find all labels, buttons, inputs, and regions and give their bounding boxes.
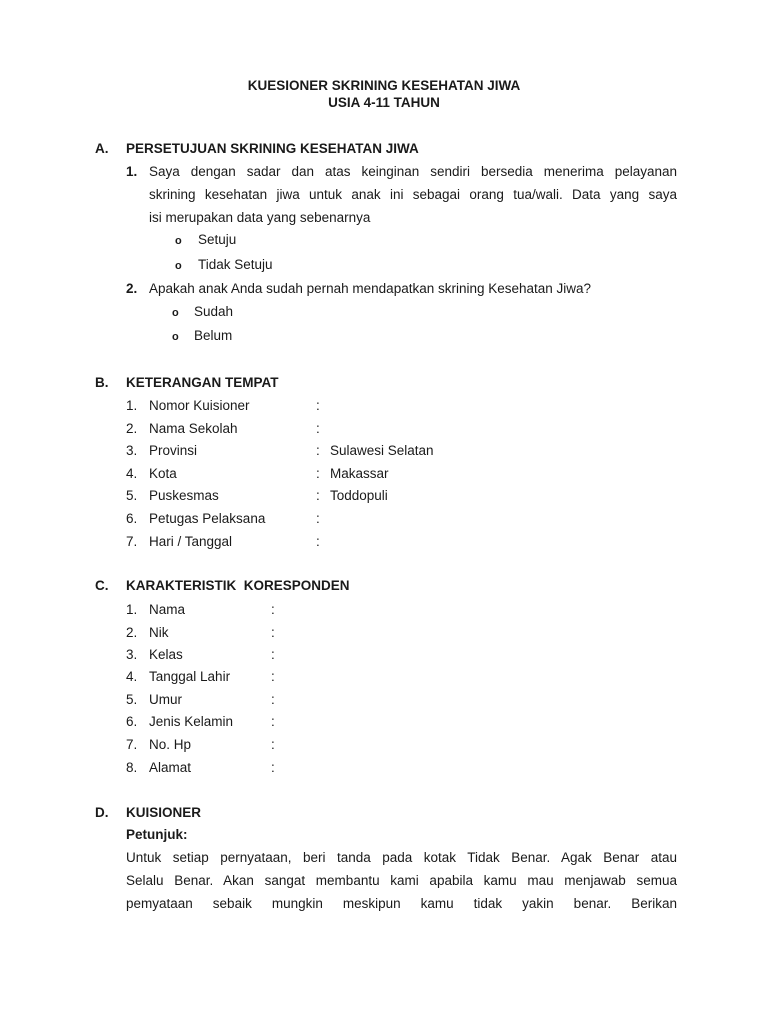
field-label-hari-tanggal: Hari / Tanggal bbox=[149, 534, 233, 549]
field-colon: : bbox=[271, 714, 275, 729]
field-colon: : bbox=[271, 760, 275, 775]
field-colon: : bbox=[271, 602, 275, 617]
field-label-alamat: Alamat bbox=[149, 760, 192, 775]
field-number: 3. bbox=[126, 443, 138, 458]
field-number: 4. bbox=[126, 466, 138, 481]
field-value-provinsi[interactable]: Sulawesi Selatan bbox=[330, 443, 434, 458]
question-1-number: 1. bbox=[126, 164, 138, 179]
section-d-title: KUISIONER bbox=[126, 805, 202, 820]
field-label-kelas: Kelas bbox=[149, 647, 183, 662]
field-number: 5. bbox=[126, 488, 138, 503]
section-c-title: KARAKTERISTIK KORESPONDEN bbox=[126, 578, 350, 593]
section-b-letter: B. bbox=[95, 375, 109, 390]
field-label-no-hp: No. Hp bbox=[149, 737, 192, 752]
field-label-nik: Nik bbox=[149, 625, 169, 640]
field-number: 1. bbox=[126, 602, 138, 617]
field-number: 7. bbox=[126, 737, 138, 752]
option-bullet: o bbox=[175, 260, 182, 272]
option-tidak-setuju[interactable]: Tidak Setuju bbox=[198, 257, 273, 272]
field-colon: : bbox=[271, 692, 275, 707]
field-number: 3. bbox=[126, 647, 138, 662]
field-label-puskesmas: Puskesmas bbox=[149, 488, 219, 503]
field-label-tanggal-lahir: Tanggal Lahir bbox=[149, 669, 231, 684]
question-1-line-2: skrining kesehatan jiwa untuk anak ini sebagai orang tua/wali. Data yang saya bbox=[149, 187, 677, 202]
question-1-line-3: isi merupakan data yang sebenarnya bbox=[149, 210, 371, 225]
instruction-line-3: pemyataan sebaik mungkin meskipun kamu tidak yakin benar. Berikan bbox=[126, 896, 677, 911]
question-1-line-1: Saya dengan sadar dan atas keinginan sendiri bersedia menerima pelayanan bbox=[149, 164, 677, 179]
field-label-provinsi: Provinsi bbox=[149, 443, 198, 458]
field-value-kota[interactable]: Makassar bbox=[330, 466, 389, 481]
section-a-letter: A. bbox=[95, 141, 109, 156]
section-b-title: KETERANGAN TEMPAT bbox=[126, 375, 279, 390]
field-label-kota: Kota bbox=[149, 466, 177, 481]
field-colon: : bbox=[316, 534, 320, 549]
field-label-jenis-kelamin: Jenis Kelamin bbox=[149, 714, 234, 729]
option-sudah[interactable]: Sudah bbox=[194, 304, 234, 319]
option-setuju[interactable]: Setuju bbox=[198, 232, 237, 247]
section-d-letter: D. bbox=[95, 805, 109, 820]
option-belum[interactable]: Belum bbox=[194, 328, 233, 343]
field-number: 2. bbox=[126, 625, 138, 640]
field-label-nama: Nama bbox=[149, 602, 186, 617]
field-value-puskesmas[interactable]: Toddopuli bbox=[330, 488, 388, 503]
field-colon: : bbox=[316, 488, 320, 503]
field-colon: : bbox=[316, 421, 320, 436]
field-colon: : bbox=[316, 466, 320, 481]
field-label-nama-sekolah: Nama Sekolah bbox=[149, 421, 238, 436]
question-2-text: Apakah anak Anda sudah pernah mendapatkan skrining Kesehatan Jiwa? bbox=[149, 281, 592, 296]
field-colon: : bbox=[271, 647, 275, 662]
field-number: 6. bbox=[126, 511, 138, 526]
document-subtitle: USIA 4-11 TAHUN bbox=[328, 95, 440, 110]
field-number: 5. bbox=[126, 692, 138, 707]
field-number: 4. bbox=[126, 669, 138, 684]
field-number: 8. bbox=[126, 760, 138, 775]
section-a-title: PERSETUJUAN SKRINING KESEHATAN JIWA bbox=[126, 141, 419, 156]
document-title: KUESIONER SKRINING KESEHATAN JIWA bbox=[247, 78, 521, 93]
field-colon: : bbox=[316, 443, 320, 458]
section-c-letter: C. bbox=[95, 578, 109, 593]
field-label-petugas-pelaksana: Petugas Pelaksana bbox=[149, 511, 266, 526]
field-number: 1. bbox=[126, 398, 138, 413]
question-2-number: 2. bbox=[126, 281, 138, 296]
field-number: 6. bbox=[126, 714, 138, 729]
field-colon: : bbox=[271, 737, 275, 752]
option-bullet: o bbox=[175, 235, 182, 247]
field-colon: : bbox=[271, 625, 275, 640]
petunjuk-heading: Petunjuk: bbox=[126, 827, 188, 842]
field-colon: : bbox=[316, 511, 320, 526]
field-label-nomor-kuisioner: Nomor Kuisioner bbox=[149, 398, 250, 413]
option-bullet: o bbox=[172, 331, 179, 343]
field-colon: : bbox=[271, 669, 275, 684]
instruction-line-2: Selalu Benar. Akan sangat membantu kami apabila kamu mau menjawab semua bbox=[126, 873, 677, 888]
field-number: 7. bbox=[126, 534, 138, 549]
field-label-umur: Umur bbox=[149, 692, 182, 707]
field-colon: : bbox=[316, 398, 320, 413]
field-number: 2. bbox=[126, 421, 138, 436]
instruction-line-1: Untuk setiap pernyataan, beri tanda pada kotak Tidak Benar. Agak Benar atau bbox=[126, 850, 677, 865]
option-bullet: o bbox=[172, 307, 179, 319]
